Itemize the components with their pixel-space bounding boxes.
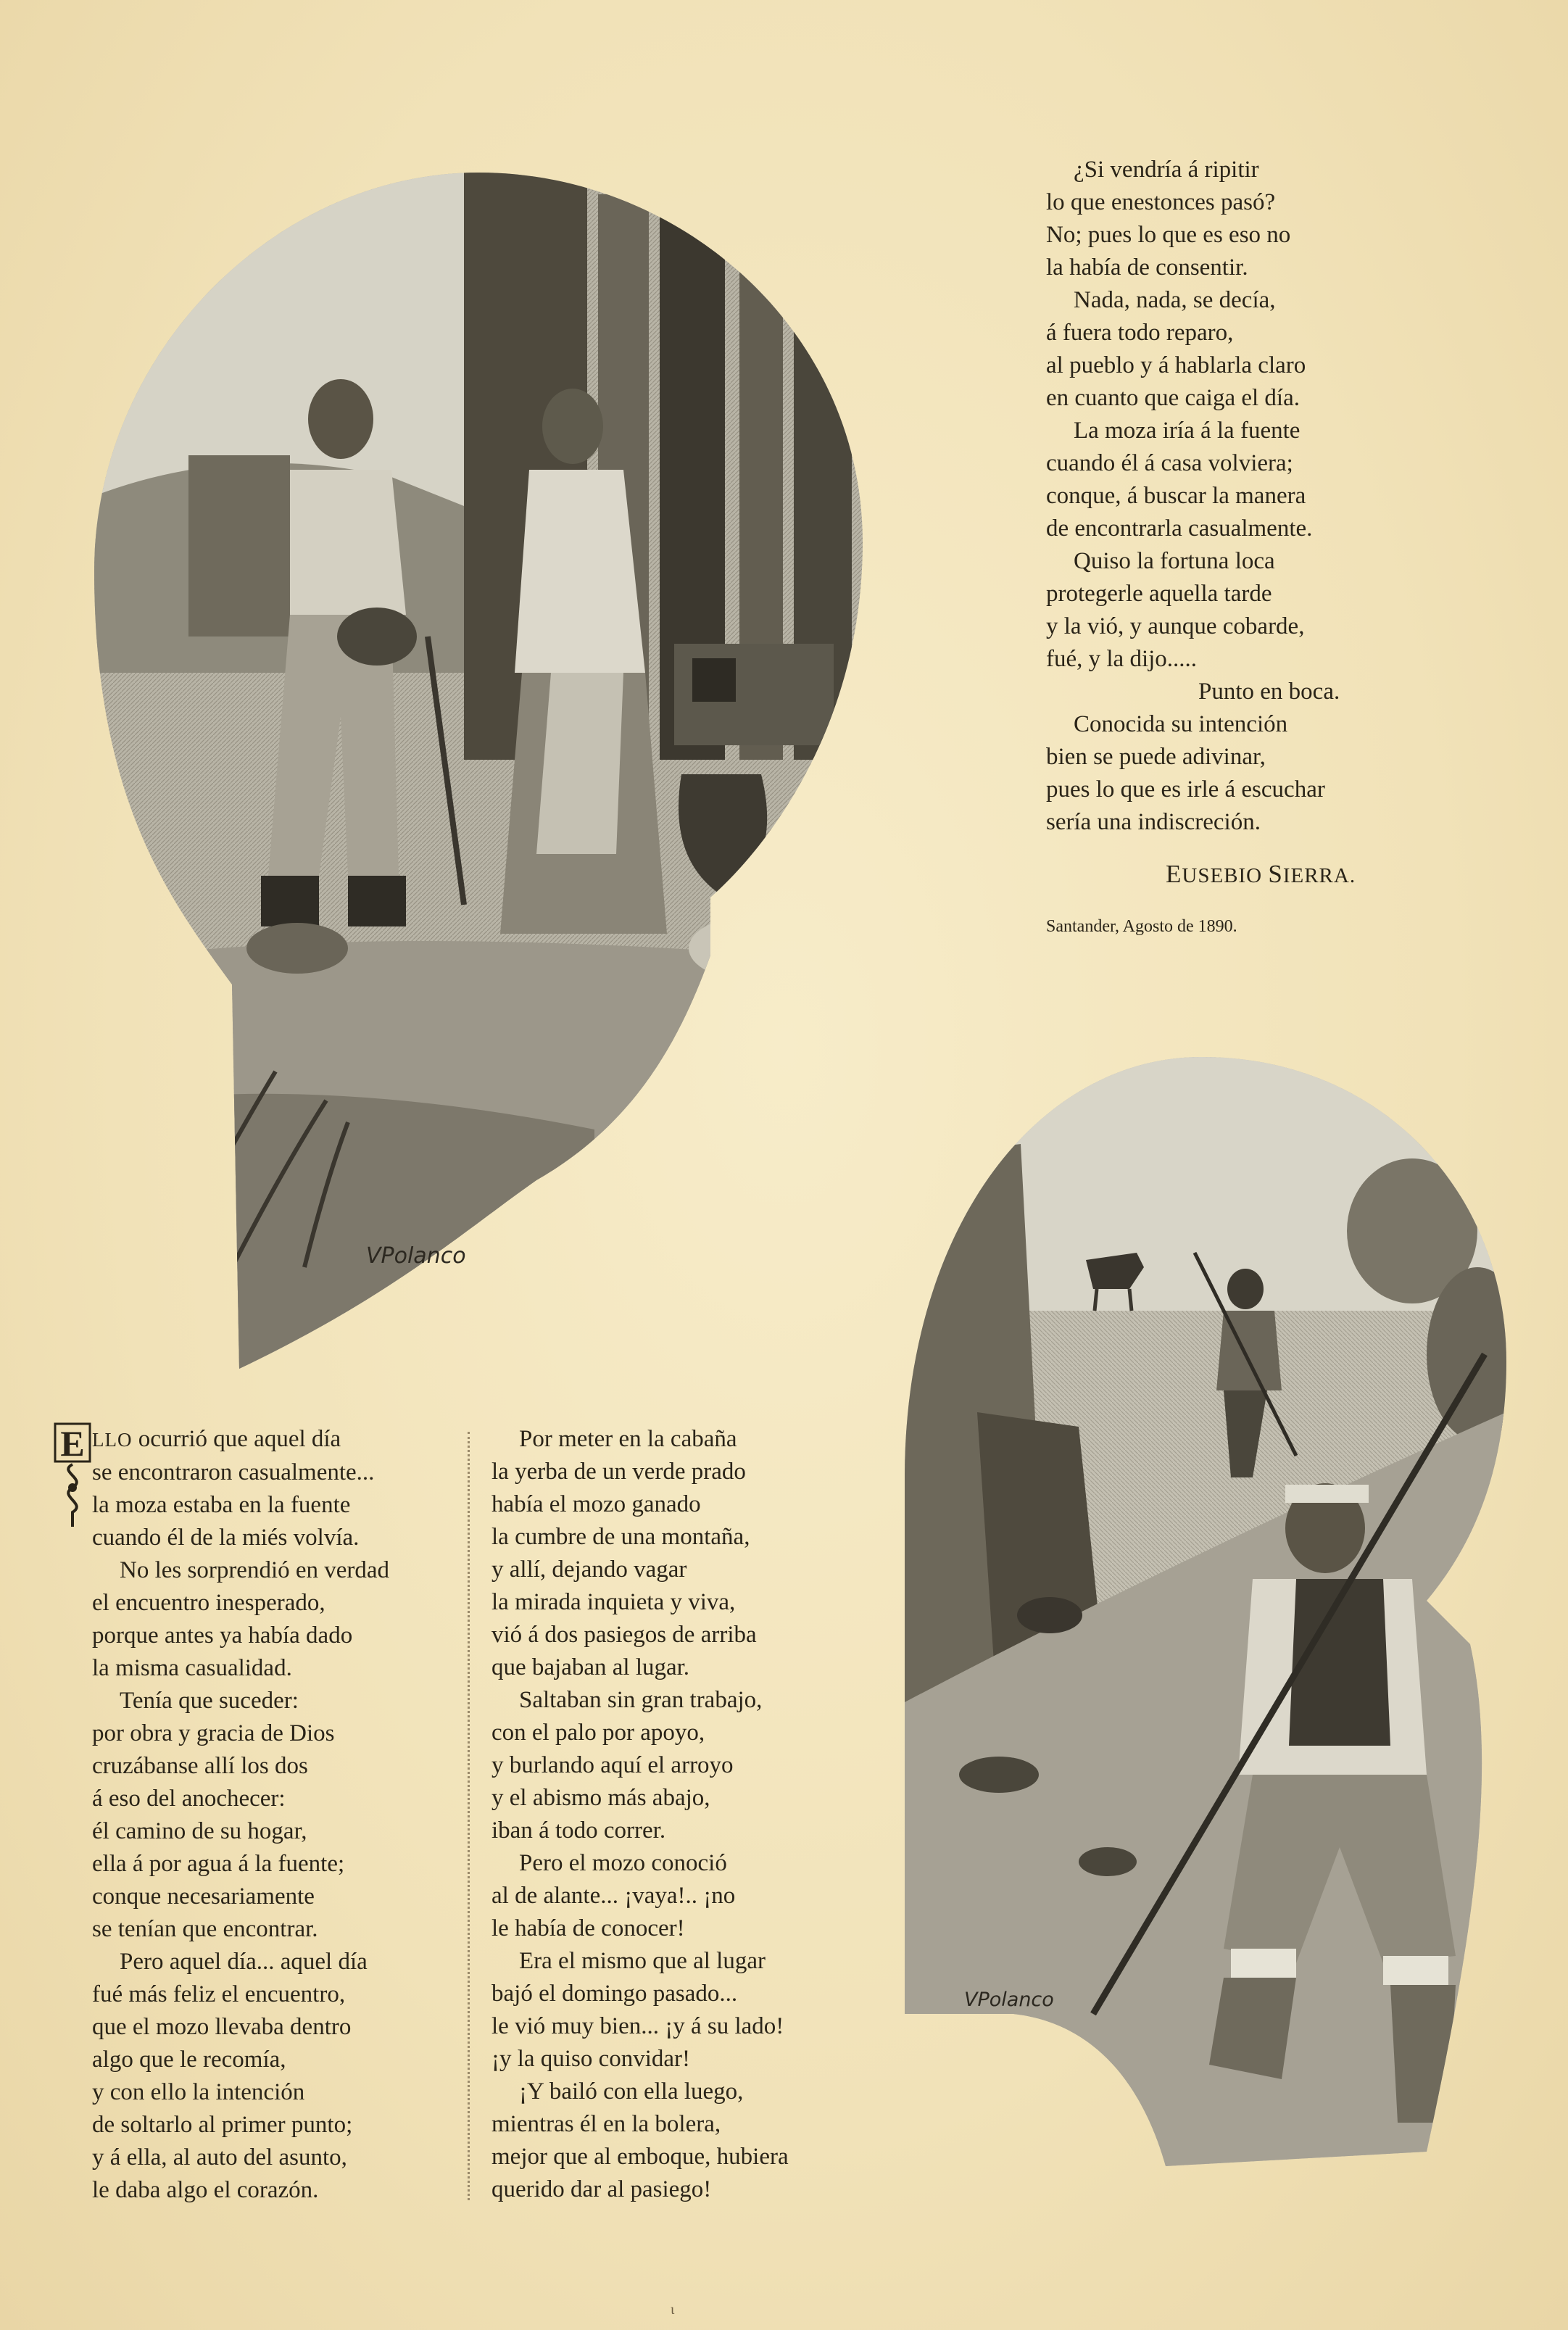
verse-line: ella á por agua á la fuente; xyxy=(92,1851,345,1877)
verse-line: La moza iría á la fuente xyxy=(1074,418,1301,444)
verse-line: de encontrarla casualmente. xyxy=(1046,515,1313,542)
verse-line: la había de consentir. xyxy=(1046,254,1248,281)
verse-line: porque antes ya había dado xyxy=(92,1622,353,1649)
verse-line: cruzábanse allí los dos xyxy=(92,1753,308,1779)
verse-line: lo que enestonces pasó? xyxy=(1046,189,1276,215)
verse-line: No les sorprendió en verdad xyxy=(120,1557,390,1583)
verse-line: iban á todo correr. xyxy=(491,1817,666,1844)
verse-line: querido dar al pasiego! xyxy=(491,2176,712,2202)
poem-continuation xyxy=(1046,154,1452,839)
poem-column-1 xyxy=(92,1423,455,2207)
verse-line: al pueblo y á hablarla claro xyxy=(1046,352,1306,378)
verse-line: LLO ocurrió que aquel día xyxy=(92,1426,341,1452)
verse-line: el encuentro inesperado, xyxy=(92,1590,325,1616)
column-divider xyxy=(468,1432,470,2200)
verse-line: Por meter en la cabaña xyxy=(519,1426,737,1452)
verse-line: y el abismo más abajo, xyxy=(491,1785,710,1811)
verse-line: le daba algo el corazón. xyxy=(92,2177,319,2203)
verse-line: se tenían que encontrar. xyxy=(92,1916,318,1942)
verse-line: bien se puede adivinar, xyxy=(1046,744,1266,770)
verse-line: conque necesariamente xyxy=(92,1883,315,1910)
verse-line: ¿Si vendría á ripitir xyxy=(1074,157,1259,183)
verse-line: protegerle aquella tarde xyxy=(1046,581,1272,607)
verse-line: á eso del anochecer: xyxy=(92,1786,286,1812)
verse-line: había el mozo ganado xyxy=(491,1491,701,1517)
verse-line: se encontraron casualmente... xyxy=(92,1459,375,1485)
verse-line: la misma casualidad. xyxy=(92,1655,292,1681)
verse-line: Pero aquel día... aquel día xyxy=(120,1949,368,1975)
verse-line: á fuera todo reparo, xyxy=(1046,320,1234,346)
verse-line: bajó el domingo pasado... xyxy=(491,1981,738,2007)
verse-line: Tenía que suceder: xyxy=(120,1688,299,1714)
verse-line: y á ella, al auto del asunto, xyxy=(92,2144,347,2171)
verse-line: con el palo por apoyo, xyxy=(491,1720,705,1746)
verse-line: ¡Y bailó con ella luego, xyxy=(519,2078,744,2105)
verse-line: y burlando aquí el arroyo xyxy=(491,1752,734,1778)
poem-column-2 xyxy=(491,1423,868,2206)
author-signature: EUSEBIO SIERRA. xyxy=(1166,860,1356,888)
verse-line: fué más feliz el encuentro, xyxy=(92,1981,346,2007)
verse-line: cuando él á casa volviera; xyxy=(1046,450,1293,476)
verse-line: y con ello la intención xyxy=(92,2079,305,2105)
verse-line: vió á dos pasiegos de arriba xyxy=(491,1622,757,1648)
verse-line: Conocida su intención xyxy=(1074,711,1288,737)
verse-line: en cuanto que caiga el día. xyxy=(1046,385,1300,411)
verse-line: la moza estaba en la fuente xyxy=(92,1492,351,1518)
illustration-pasiegos-descending xyxy=(890,1050,1514,2181)
verse-line: mientras él en la bolera, xyxy=(491,2111,721,2137)
verse-line: por obra y gracia de Dios xyxy=(92,1720,335,1746)
verse-line: que bajaban al lugar. xyxy=(491,1654,690,1680)
verse-line: fué, y la dijo..... xyxy=(1046,646,1198,672)
verse-line: Pero el mozo conoció xyxy=(519,1850,727,1876)
verse-line: le vió muy bien... ¡y á su lado! xyxy=(491,2013,784,2039)
verse-line: que el mozo llevaba dentro xyxy=(92,2014,352,2040)
ornamental-dropcap xyxy=(51,1421,94,1530)
verse-line: la cumbre de una montaña, xyxy=(491,1524,750,1550)
verse-line: pues lo que es irle á escuchar xyxy=(1046,776,1325,803)
verse-line: de soltarlo al primer punto; xyxy=(92,2112,353,2138)
verse-line: cuando él de la miés volvía. xyxy=(92,1525,360,1551)
verse-line: Era el mismo que al lugar xyxy=(519,1948,766,1974)
illustrator-credit-bottom: VPolanco xyxy=(964,1989,1054,2011)
verse-line: Quiso la fortuna loca xyxy=(1074,548,1275,574)
verse-line: la yerba de un verde prado xyxy=(491,1459,746,1485)
verse-line: algo que le recomía, xyxy=(92,2047,286,2073)
verse-line: la mirada inquieta y viva, xyxy=(491,1589,736,1615)
verse-line: Saltaban sin gran trabajo, xyxy=(519,1687,763,1713)
verse-line: No; pues lo que es eso no xyxy=(1046,222,1291,248)
verse-line: ¡y la quiso convidar! xyxy=(491,2046,691,2072)
verse-line: y la vió, y aunque cobarde, xyxy=(1046,613,1305,639)
svg-text:E: E xyxy=(60,1423,85,1464)
verse-line: al de alante... ¡vaya!.. ¡no xyxy=(491,1883,736,1909)
verse-line: él camino de su hogar, xyxy=(92,1818,307,1844)
illustration-couple-at-fountain xyxy=(87,165,870,1376)
illustrator-credit-top: VPolanco xyxy=(366,1243,466,1269)
verse-line: sería una indiscreción. xyxy=(1046,809,1261,835)
dateline: Santander, Agosto de 1890. xyxy=(1046,917,1237,936)
verse-line: Nada, nada, se decía, xyxy=(1074,287,1276,313)
verse-line: conque, á buscar la manera xyxy=(1046,483,1306,509)
verse-line: y allí, dejando vagar xyxy=(491,1556,687,1583)
stray-print-mark: ɩ xyxy=(671,2302,675,2318)
verse-line: Punto en boca. xyxy=(1198,679,1340,705)
verse-line: le había de conocer! xyxy=(491,1915,685,1941)
verse-line: mejor que al emboque, hubiera xyxy=(491,2144,789,2170)
